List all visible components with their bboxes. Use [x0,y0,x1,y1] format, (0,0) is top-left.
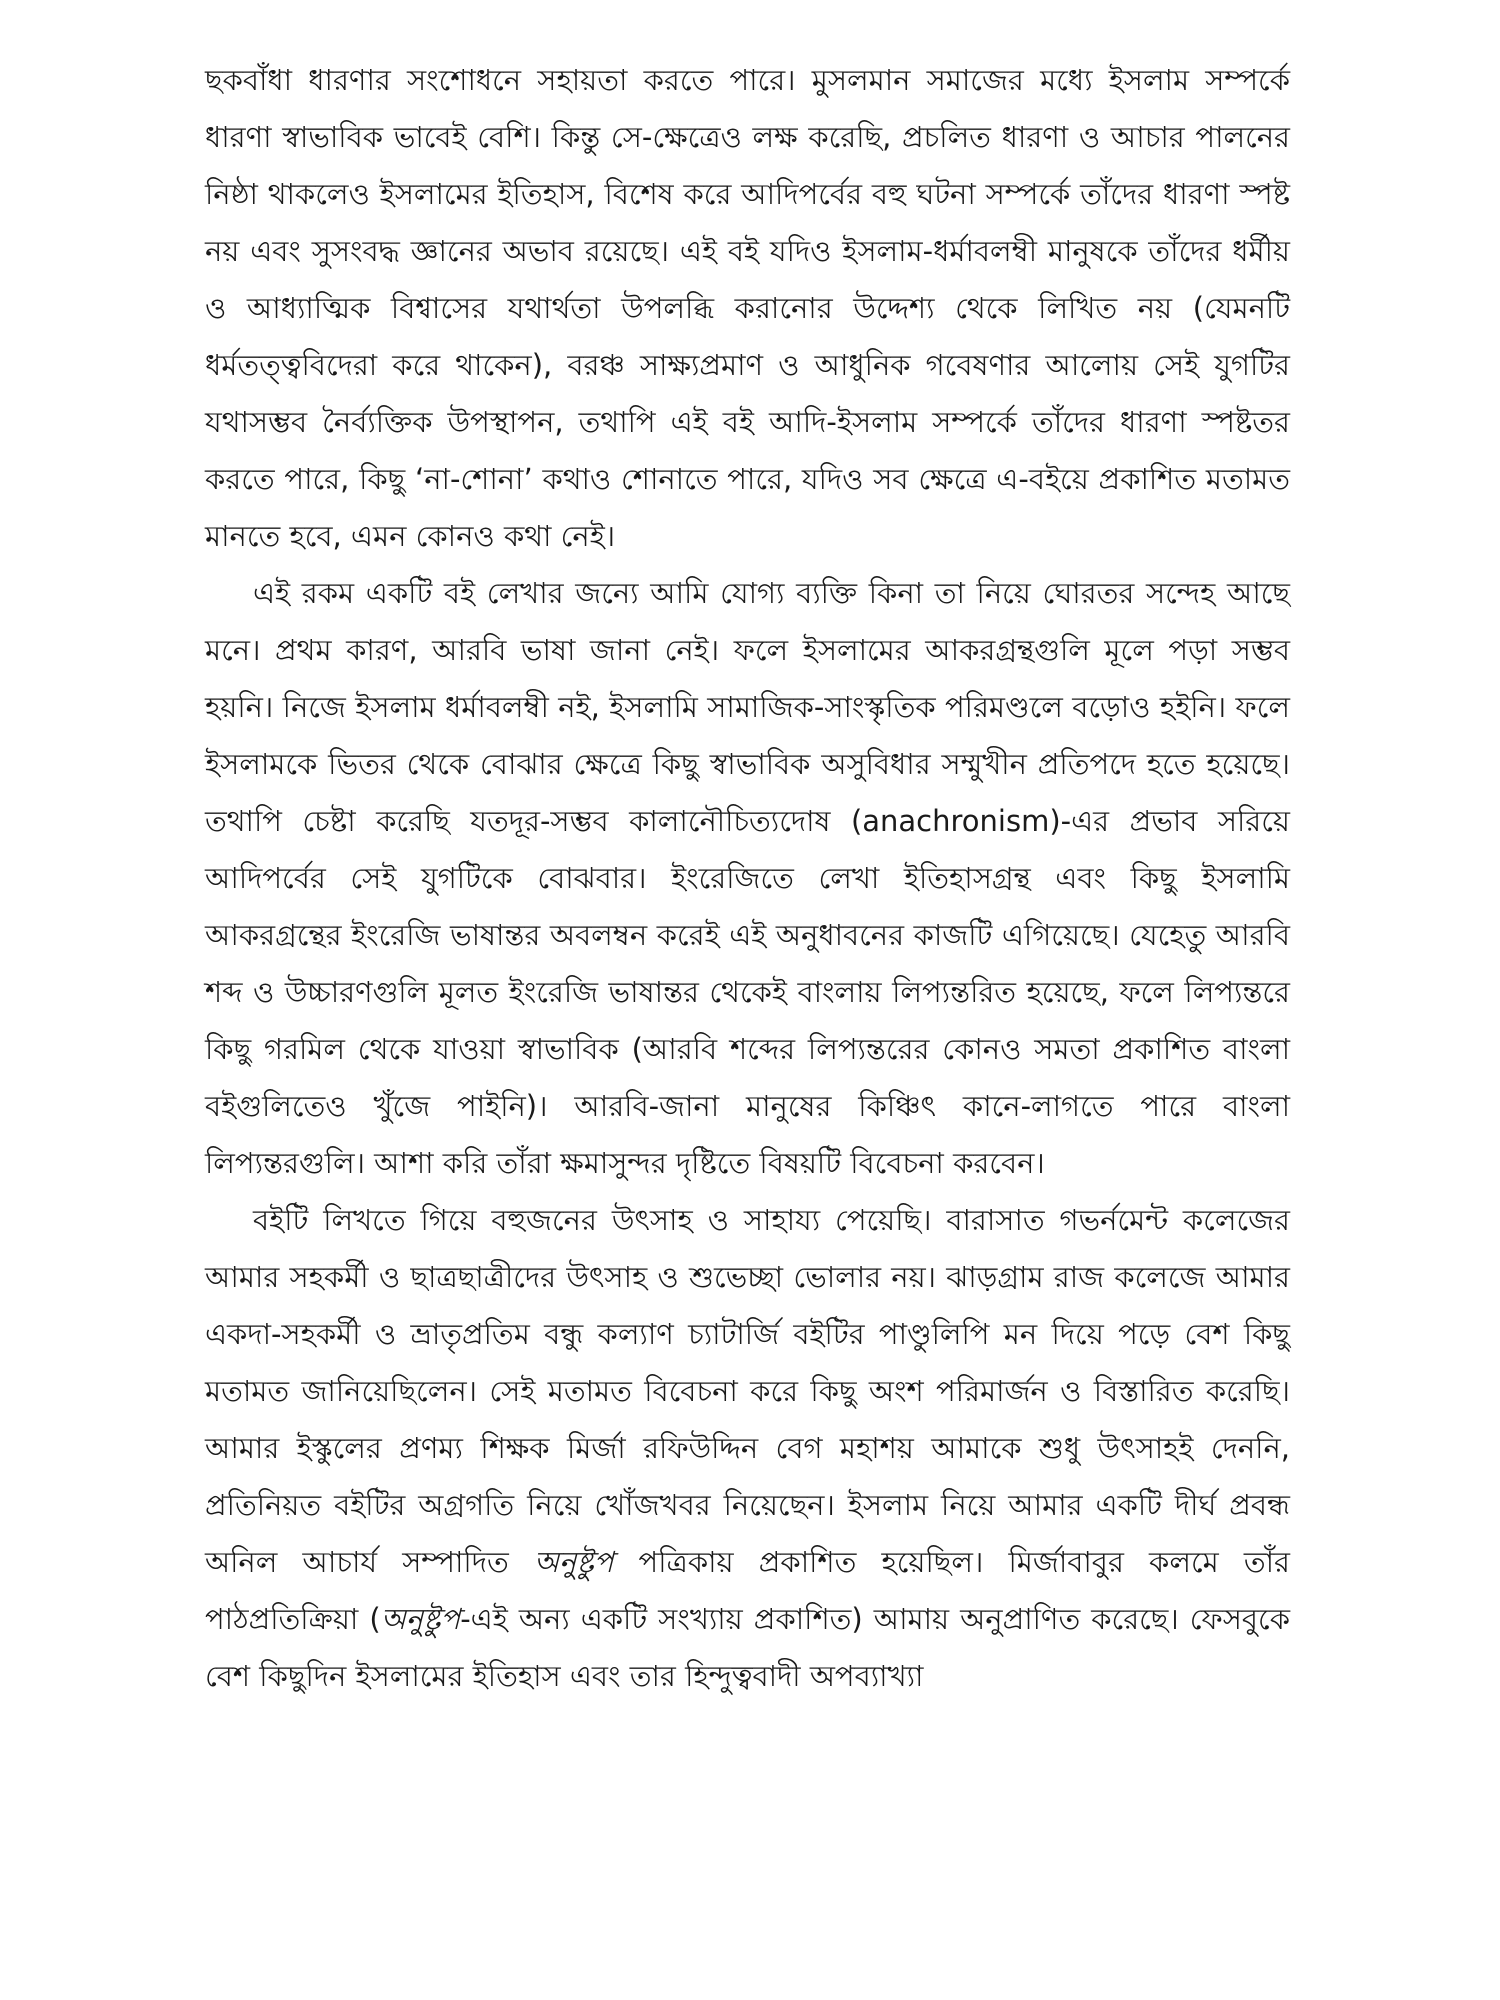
journal-title-italic: অনুষ্টুপ [380,1602,461,1636]
paragraph-1 [205,52,1290,565]
paragraph-2 [205,565,1290,1192]
paragraph-3-segment-1: বইটি লিখতে গিয়ে বহুজনের উৎসাহ ও সাহায্য পেয়েছি। বারাসাত গভর্নমেন্ট কলেজের আমার সহকর্মী ও ছাত্রছাত্রীদের উৎসাহ ও শুভেচ্ছা ভোলার নয়। ঝাড়গ্রাম রাজ কলেজে আমার একদা-সহকর্মী ও ভ্রাতৃপ্রতিম বন্ধু কল্যাণ চ্যাটার্জি বইটির পাণ্ডুলিপি মন দিয়ে পড়ে বেশ কিছু মতামত জানিয়েছিলেন। সেই মতামত বিবেচনা করে কিছু অংশ পরিমার্জন ও বিস্তারিত করেছি। আমার ইস্কুলের প্রণম্য শিক্ষক মির্জা রফিউদ্দিন বেগ মহাশয় আমাকে শুধু উৎসাহই দেননি, প্রতিনিয়ত বইটির অগ্রগতি নিয়ে খোঁজখবর নিয়েছেন। ইসলাম নিয়ে আমার একটি দীর্ঘ প্রবন্ধ অনিল আচার্য সম্পাদিত [205,1203,1290,1579]
paragraph-2-segment-1: এই রকম একটি বই লেখার জন্যে আমি যোগ্য ব্যক্তি কিনা তা নিয়ে ঘোরতর সন্দেহ আছে মনে। প্রথম কারণ, আরবি ভাষা জানা নেই। ফলে ইসলামের আকরগ্রন্থগুলি মূলে পড়া সম্ভব হয়নি। নিজে ইসলাম ধর্মাবলম্বী নই, ইসলামি সামাজিক-সাংস্কৃতিক পরিমণ্ডলে বড়োও হইনি। ফলে ইসলামকে ভিতর থেকে বোঝার ক্ষেত্রে কিছু স্বাভাবিক অসুবিধার সম্মুখীন প্রতিপদে হতে হয়েছে। তথাপি চেষ্টা করেছি যতদূর-সম্ভব কালানৌচিত্যদোষ (anachronism)-এর প্রভাব সরিয়ে আদিপর্বের সেই যুগটিকে বোঝবার। ইংরেজিতে লেখা ইতিহাসগ্রন্থ এবং কিছু ইসলামি আকরগ্রন্থের ইংরেজি ভাষান্তর অবলম্বন করেই এই অনুধাবনের কাজটি এগিয়েছে। যেহেতু আরবি শব্দ ও উচ্চারণগুলি মূলত ইংরেজি ভাষান্তর থেকেই বাংলায় লিপ্যন্তরিত হয়েছে, ফলে লিপ্যন্তরে কিছু গরমিল থেকে যাওয়া স্বাভাবিক (আরবি শব্দের লিপ্যন্তরের কোনও সমতা প্রকাশিত বাংলা বইগুলিতেও খুঁজে পাইনি)। আরবি-জানা মানুষের কিঞ্চিৎ কানে-লাগতে পারে বাংলা লিপ্যন্তরগুলি। আশা করি তাঁরা ক্ষমাসুন্দর দৃষ্টিতে বিষয়টি বিবেচনা করবেন। [205,576,1290,1180]
paragraph-1-segment-1: ছকবাঁধা ধারণার সংশোধনে সহায়তা করতে পারে। মুসলমান সমাজের মধ্যে ইসলাম সম্পর্কে ধারণা স্বাভাবিক ভাবেই বেশি। কিন্তু সে-ক্ষেত্রেও লক্ষ করেছি, প্রচলিত ধারণা ও আচার পালনের নিষ্ঠা থাকলেও ইসলামের ইতিহাস, বিশেষ করে আদিপর্বের বহু ঘটনা সম্পর্কে তাঁদের ধারণা স্পষ্ট নয় এবং সুসংবদ্ধ জ্ঞানের অভাব রয়েছে। এই বই যদিও ইসলাম-ধর্মাবলম্বী মানুষকে তাঁদের ধর্মীয় ও আধ্যাত্মিক বিশ্বাসের যথার্থতা উপলব্ধি করানোর উদ্দেশ্য থেকে লিখিত নয় (যেমনটি ধর্মতত্ত্ববিদেরা করে থাকেন), বরঞ্চ সাক্ষ্যপ্রমাণ ও আধুনিক গবেষণার আলোয় সেই যুগটির যথাসম্ভব নৈর্ব্যক্তিক উপস্থাপন, তথাপি এই বই আদি-ইসলাম সম্পর্কে তাঁদের ধারণা স্পষ্টতর করতে পারে, কিছু ‘না-শোনা’ কথাও শোনাতে পারে, যদিও সব ক্ষেত্রে এ-বইয়ে প্রকাশিত মতামত মানতে হবে, এমন কোনও কথা নেই। [205,63,1290,553]
journal-title-italic: অনুষ্টুপ [533,1545,614,1579]
paragraph-3-segment-3: পত্রিকায় প্রকাশিত হয়েছিল। মির্জাবাবুর কলমে তাঁর পাঠপ্রতিক্রিয়া ( [205,1545,1290,1636]
paragraph-3 [205,1192,1290,1705]
body-text [205,52,1290,1705]
paragraph-3-segment-5: -এই অন্য একটি সংখ্যায় প্রকাশিত) আমায় অনুপ্রাণিত করেছে। ফেসবুকে বেশ কিছুদিন ইসলামের ইতিহাস এবং তার হিন্দুত্ববাদী অপব্যাখ্যা [205,1602,1290,1693]
